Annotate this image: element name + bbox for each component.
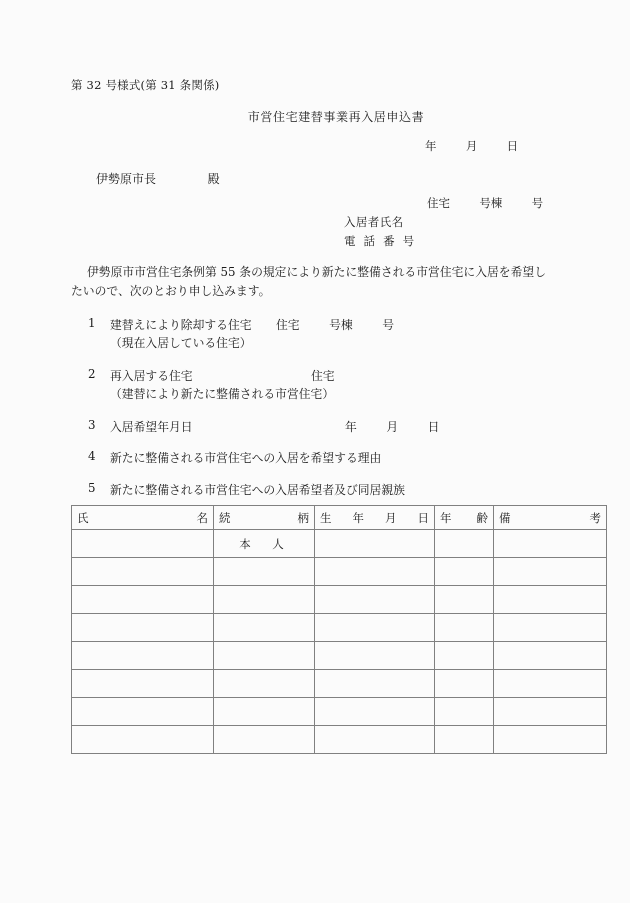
table-header-dob-p4: 日	[417, 510, 429, 525]
cell-name[interactable]	[72, 558, 214, 586]
table-row	[72, 642, 607, 670]
table-header-remarks-first: 備	[499, 510, 511, 525]
cell-remarks[interactable]	[494, 586, 607, 614]
form-item-1-unit-label: 号	[382, 318, 395, 332]
form-item-1-building-label: 号棟	[329, 318, 353, 332]
cell-age[interactable]	[435, 698, 494, 726]
form-item-1-value	[276, 316, 394, 333]
cell-remarks[interactable]	[494, 698, 607, 726]
cell-name[interactable]	[72, 614, 214, 642]
cell-relation[interactable]	[214, 558, 315, 586]
cell-dob[interactable]	[315, 642, 435, 670]
applicant-unit-label: 号	[531, 196, 544, 210]
form-item-3-number: 3	[88, 418, 96, 432]
cell-relation[interactable]	[214, 726, 315, 754]
table-header-remarks	[494, 506, 607, 530]
table-header-name	[72, 506, 214, 530]
cell-remarks[interactable]	[494, 614, 607, 642]
cell-age[interactable]	[435, 558, 494, 586]
cell-name[interactable]	[72, 698, 214, 726]
table-header-dob	[315, 506, 435, 530]
table-row	[72, 558, 607, 586]
addressee-recipient: 伊勢原市長	[96, 172, 157, 186]
form-item-1-label: 建替えにより除却する住宅	[110, 318, 252, 332]
addressee	[96, 170, 220, 187]
form-item-5-label: 新たに整備される市営住宅への入居希望者及び同居親族	[110, 483, 405, 497]
form-item-5-number: 5	[88, 481, 96, 495]
table-row	[72, 586, 607, 614]
cell-relation[interactable]	[214, 642, 315, 670]
cell-dob[interactable]	[315, 586, 435, 614]
cell-remarks[interactable]	[494, 642, 607, 670]
date-month-label: 月	[465, 139, 478, 153]
body-paragraph-text: 伊勢原市市営住宅条例第 55 条の規定により新たに整備される市営住宅に入居を希望したいので、次のとおり申し込みます。	[71, 265, 546, 298]
cell-dob[interactable]	[315, 726, 435, 754]
form-item-1-sublabel: （現在入居している住宅）	[110, 336, 252, 350]
table-header-dob-p2: 年	[352, 510, 364, 525]
cell-dob[interactable]	[315, 530, 435, 558]
table-header-age-last: 齢	[476, 510, 488, 525]
cell-remarks[interactable]	[494, 670, 607, 698]
form-item-3-value	[345, 418, 439, 435]
cell-remarks[interactable]	[494, 726, 607, 754]
date-day-label: 日	[506, 139, 519, 153]
table-header-relation	[214, 506, 315, 530]
cell-dob[interactable]	[315, 614, 435, 642]
cell-name[interactable]	[72, 642, 214, 670]
form-item-4-number: 4	[88, 449, 96, 463]
applicant-dwelling-label: 住宅	[427, 196, 450, 210]
cell-name[interactable]	[72, 530, 214, 558]
table-header-remarks-last: 考	[589, 510, 601, 525]
form-item-2-dwelling-label: 住宅	[311, 369, 335, 383]
addressee-honorific: 殿	[207, 172, 220, 186]
form-item-3-year-label: 年	[345, 420, 357, 434]
table-row	[72, 614, 607, 642]
table-header-dob-p1: 生	[320, 510, 332, 525]
cell-name[interactable]	[72, 586, 214, 614]
table-header-dob-p3: 月	[385, 510, 397, 525]
table-header-age-first: 年	[440, 510, 452, 525]
table-header-name-first: 氏	[77, 510, 89, 525]
cell-relation[interactable]	[214, 670, 315, 698]
cell-age[interactable]	[435, 726, 494, 754]
table-row	[72, 726, 607, 754]
form-item-4-label: 新たに整備される市営住宅への入居を希望する理由	[110, 451, 382, 465]
table-header-row	[72, 506, 607, 530]
applicant-phone-label: 電 話 番 号	[344, 234, 417, 248]
page-title: 市営住宅建替事業再入居申込書	[247, 110, 425, 124]
cell-relation[interactable]	[214, 614, 315, 642]
form-item-2-label: 再入居する住宅	[110, 369, 193, 383]
date-year-label: 年	[425, 139, 437, 153]
cell-dob[interactable]	[315, 558, 435, 586]
form-item-3-month-label: 月	[386, 420, 399, 434]
body-paragraph	[71, 263, 553, 301]
household-members-table	[71, 505, 607, 754]
table-row	[72, 670, 607, 698]
form-number: 第 32 号様式(第 31 条関係)	[71, 78, 220, 92]
table-header-relation-first: 続	[219, 510, 231, 525]
table-row	[72, 698, 607, 726]
cell-age[interactable]	[435, 614, 494, 642]
cell-age[interactable]	[435, 670, 494, 698]
cell-relation[interactable]	[214, 698, 315, 726]
applicant-name-label: 入居者氏名	[344, 215, 404, 229]
table-header-age	[435, 506, 494, 530]
table-row	[72, 530, 607, 558]
cell-name[interactable]	[72, 726, 214, 754]
form-item-1-dwelling-label: 住宅	[276, 318, 300, 332]
form-item-2-sublabel: （建替により新たに整備される市営住宅）	[110, 387, 335, 401]
cell-dob[interactable]	[315, 698, 435, 726]
cell-remarks[interactable]	[494, 558, 607, 586]
table-header-name-last: 名	[196, 510, 208, 525]
form-item-3-day-label: 日	[427, 420, 440, 434]
cell-age[interactable]	[435, 586, 494, 614]
cell-relation[interactable]: 本 人	[214, 530, 315, 558]
cell-age[interactable]	[435, 530, 494, 558]
cell-age[interactable]	[435, 642, 494, 670]
cell-relation[interactable]	[214, 586, 315, 614]
form-item-2-number: 2	[88, 367, 96, 381]
cell-dob[interactable]	[315, 670, 435, 698]
cell-remarks[interactable]	[494, 530, 607, 558]
date-line	[425, 138, 518, 154]
form-item-1-number: 1	[88, 316, 96, 330]
table-header-relation-last: 柄	[297, 510, 309, 525]
applicant-building-label: 号棟	[479, 196, 503, 210]
cell-name[interactable]	[72, 670, 214, 698]
applicant-dwelling-line	[427, 195, 543, 211]
form-item-3-label: 入居希望年月日	[110, 420, 193, 434]
form-item-2-value	[311, 367, 335, 384]
